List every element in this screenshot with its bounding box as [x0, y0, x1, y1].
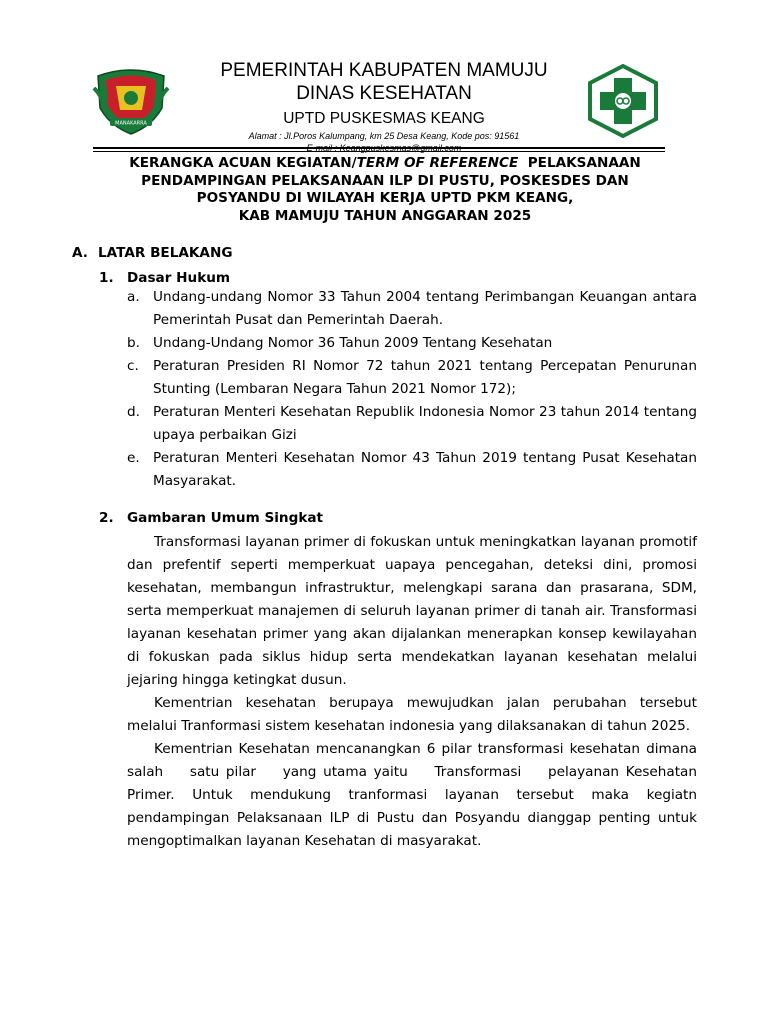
list-marker: e.	[127, 450, 140, 466]
list-item	[127, 355, 697, 401]
title-line-4: KAB MAMUJU TAHUN ANGGARAN 2025	[238, 207, 532, 224]
letterhead	[150, 60, 618, 154]
subsection-label: Gambaran Umum Singkat	[127, 510, 324, 526]
subsection-heading	[99, 270, 230, 286]
list-text: Peraturan Menteri Kesehatan Nomor 43 Tahun 2019 tentang Pusat Kesehatan Masyarakat.	[153, 450, 697, 489]
section-heading	[72, 245, 232, 261]
list-marker: b.	[127, 335, 140, 351]
title-line-2: PENDAMPINGAN PELAKSANAAN ILP DI PUSTU, POSKESDES DAN	[141, 172, 629, 189]
subsection-number: 1.	[99, 270, 114, 286]
section-label: LATAR BELAKANG	[98, 245, 233, 261]
document-title	[90, 155, 680, 225]
subsection-heading	[99, 510, 323, 526]
letterhead-agency: DINAS KESEHATAN	[296, 83, 472, 104]
title-italic: TERM OF REFERENCE	[356, 155, 519, 171]
list-text: Peraturan Menteri Kesehatan Republik Indonesia Nomor 23 tahun 2014 tentang upaya perbaikan Gizi	[153, 404, 697, 443]
subsection-label: Dasar Hukum	[127, 270, 231, 286]
list-text: Peraturan Presiden RI Nomor 72 tahun 2021 tentang Percepatan Penurunan Stunting (Lembaran Negara Tahun 2021 Nomor 172);	[153, 358, 697, 397]
list-item	[127, 332, 697, 355]
title-part2: PELAKSANAAN	[518, 155, 641, 171]
letterhead-rule-thin	[93, 151, 665, 152]
section-number: A.	[72, 245, 88, 261]
svg-text:MANAKARRA: MANAKARRA	[115, 120, 147, 127]
list-marker: c.	[127, 358, 139, 374]
paragraph: Transformasi layanan primer di fokuskan untuk meningkatkan layanan promotif dan prefentif seperti memperkuat uapaya pencegahan, deteksi dini, promosi kesehatan, membangun infrastruktur, melengkapi sarana dan prasarana, SDM, serta memperkuat manajemen di seluruh layanan primer di tanah air. Transformasi layanan kesehatan primer yang akan dijalankan menerapkan konsep kewilayahan di fokuskan pada siklus hidup serta mendekatkan layanan kesehatan melalui jejaring hingga ketingkat dusun.	[127, 534, 697, 688]
paragraph: Kementrian kesehatan berupaya mewujudkan jalan perubahan tersebut melalui Tranformasi sistem kesehatan indonesia yang dilaksanakan di tahun 2025.	[127, 695, 697, 734]
letterhead-address: Alamat : Jl.Poros Kalumpang, km 25 Desa Keang, Kode pos: 91561	[248, 131, 520, 141]
overview-paragraphs	[127, 531, 702, 853]
list-item	[127, 286, 697, 332]
list-marker: d.	[127, 404, 140, 420]
letterhead-rule	[93, 147, 665, 149]
list-text: Undang-undang Nomor 33 Tahun 2004 tentang Perimbangan Keuangan antara Pemerintah Pusat dan Pemerintah Daerah.	[153, 289, 697, 328]
list-item	[127, 447, 697, 493]
list-item	[127, 401, 697, 447]
legal-basis-list	[127, 286, 697, 493]
title-line-3: POSYANDU DI WILAYAH KERJA UPTD PKM KEANG,	[196, 190, 574, 206]
paragraph: Kementrian Kesehatan mencanangkan 6 pilar transformasi kesehatan dimana salah satu pilar yang utama yaitu Transformasi pelayanan Kesehatan Primer. Untuk mendukung tranformasi layanan tersebut maka kegiatn pendampingan Pelaksanaan ILP di Pustu dan Posyandu dianggap penting untuk mengoptimalkan layanan Kesehatan di masyarakat.	[127, 741, 702, 849]
list-text: Undang-Undang Nomor 36 Tahun 2009 Tentang Kesehatan	[153, 335, 553, 351]
title-part1: KERANGKA ACUAN KEGIATAN/	[129, 155, 357, 171]
subsection-number: 2.	[99, 510, 114, 526]
letterhead-unit: UPTD PUSKESMAS KEANG	[283, 110, 485, 127]
letterhead-government: PEMERINTAH KABUPATEN MAMUJU	[220, 60, 548, 81]
list-marker: a.	[127, 289, 140, 305]
title-line-1	[90, 155, 680, 173]
